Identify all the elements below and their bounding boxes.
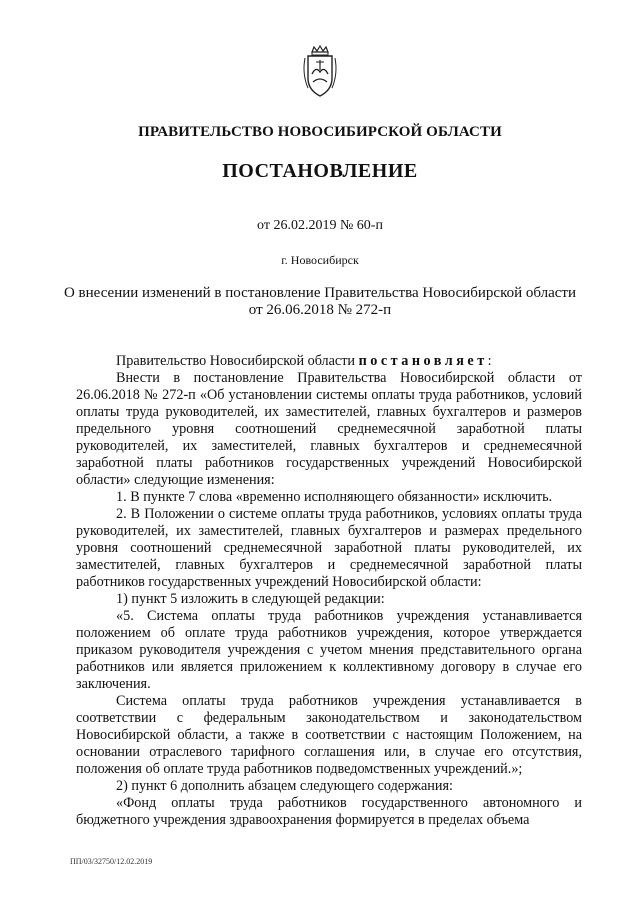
organization-name: ПРАВИТЕЛЬСТВО НОВОСИБИРСКОЙ ОБЛАСТИ [138,124,502,140]
body-paragraph: «Фонд оплаты труда работников государственного автономного и бюджетного учреждения здравоохранения формируется в пределах объема [76,795,582,828]
decree-paragraph [76,353,582,370]
body-paragraph: Внести в постановление Правительства Новосибирской области от 26.06.2018 № 272-п «Об установлении системы оплаты труда работников, условий оплаты труда руководителей, их заместителей, главных бухгалтеров и размеров предельного уровня соотношений среднемесячной заработной платы руководителей, их заместителей, главных бухгалтеров и среднемесячной заработной платы работников государственных учреждений Новосибирской области» следующие изменения: [76,370,582,488]
subject-line: О внесении изменений в постановление Правительства Новосибирской области [63,285,577,301]
decree-word: постановляет [358,353,488,369]
body-paragraph: 2. В Положении о системе оплаты труда работников, условиях оплаты труда руководителей, их заместителей, главных бухгалтеров и размерах предельного уровня соотношений среднемесячной заработной платы руководителей, их заместителей, главных бухгалтеров и среднемесячной заработной платы работников государственных учреждений Новосибирской области: [76,506,582,590]
subject-line: от 26.06.2018 № 272-п [248,302,392,318]
document-code: ПП/03/32750/12.02.2019 [70,857,153,866]
decree-suffix: : [487,353,492,369]
body-paragraph: «5. Система оплаты труда работников учреждения устанавливается положением об оплате труда работников учреждения, которое утверждается приказом руководителя учреждения с учетом мнения представительного органа работников или является приложением к коллективному договору в случае его заключения. [76,608,582,692]
document-date-number: от 26.02.2019 № 60-п [257,218,383,233]
decree-prefix: Правительство Новосибирской области [116,353,359,369]
body-paragraph: Система оплаты труда работников учреждения устанавливается в соответствии с федеральным законодательством и законодательством Новосибирской области, а также в соответствии с настоящим Положением, на основании отраслевого тарифного соглашения или, в случае его отсутствия, положения об оплате труда работников подведомственных учреждений.»; [76,693,582,777]
document-body [76,353,582,829]
body-paragraph: 1. В пункте 7 слова «временно исполняющего обязанности» исключить. [116,489,553,505]
document-subject [60,285,580,319]
body-paragraph: 1) пункт 5 изложить в следующей редакции: [116,591,385,607]
city-name: г. Новосибирск [281,253,359,267]
body-paragraph: 2) пункт 6 дополнить абзацем следующего содержания: [116,778,453,794]
document-type: ПОСТАНОВЛЕНИЕ [222,160,418,182]
coat-of-arms-icon [300,44,340,100]
